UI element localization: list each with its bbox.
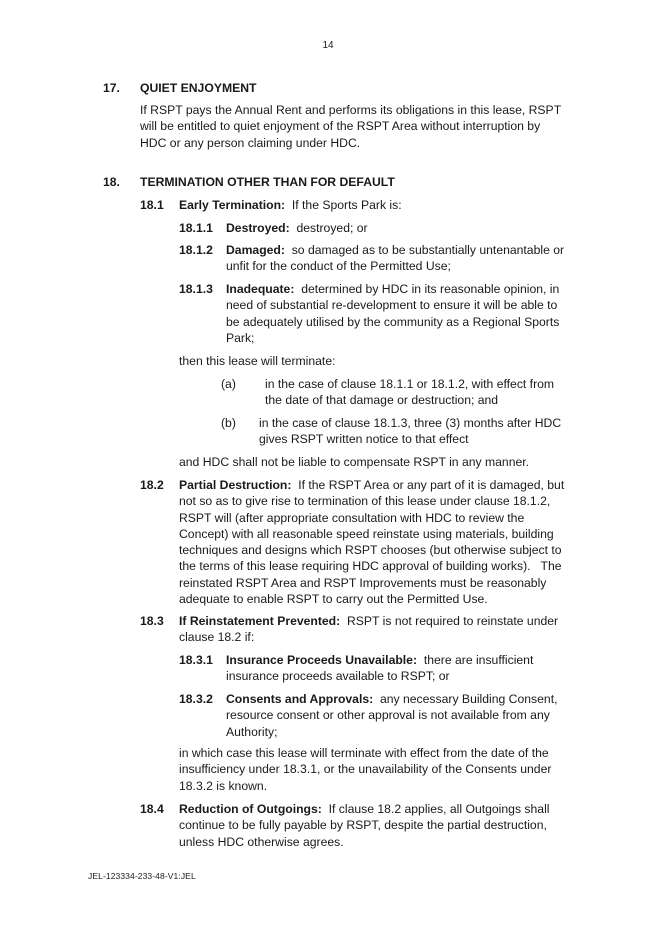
clause-18-3-number: 18.3	[140, 614, 164, 628]
clause-18-1-a-label: (a)	[221, 377, 236, 391]
clause-18-3-1-body: there are insufficient insurance proceeds available to RSPT; or	[226, 653, 534, 684]
section-17-number: 17.	[103, 81, 120, 95]
section-18-title: TERMINATION OTHER THAN FOR DEFAULT	[140, 175, 395, 189]
clause-18-1-3-body: determined by HDC in its reasonable opinion, in need of substantial re-development to ensure it will be able to be adequately utilised by the community as a Regional Sports Park;	[226, 282, 560, 345]
clause-18-4-body: If clause 18.2 applies, all Outgoings shall continue to be fully payable by RSPT, despite the partial destruction, unless HDC otherwise agrees.	[179, 802, 550, 849]
clause-18-1-3-heading: Inadequate:	[226, 282, 295, 296]
clause-18-2-text	[179, 477, 567, 607]
clause-18-1-2-heading: Damaged:	[226, 243, 285, 257]
clause-18-1-1-number: 18.1.1	[179, 221, 213, 235]
clause-18-3-2-heading: Consents and Approvals:	[226, 692, 374, 706]
clause-18-1-tail: and HDC shall not be liable to compensate RSPT in any manner.	[179, 455, 530, 469]
clause-18-1-1-text	[226, 220, 566, 236]
clause-18-3-1-number: 18.3.1	[179, 653, 213, 667]
clause-18-1-2-number: 18.1.2	[179, 243, 213, 257]
clause-18-1-heading: Early Termination:	[179, 198, 286, 212]
clause-18-1-2-text	[226, 242, 568, 275]
clause-18-1-b-text: in the case of clause 18.1.3, three (3) months after HDC gives RSPT written notice to that effect	[259, 416, 562, 447]
clause-18-4-heading: Reduction of Outgoings:	[179, 802, 322, 816]
clause-18-1-body: If the Sports Park is:	[291, 198, 402, 212]
clause-18-3-2-body: any necessary Building Consent, resource consent or other approval is not available from any Authority;	[226, 692, 558, 739]
document-reference-footer: JEL-123334-233-48-V1:JEL	[88, 871, 196, 881]
clause-18-3-text	[179, 613, 567, 646]
clause-18-1-then: then this lease will terminate:	[179, 354, 336, 368]
section-17-body: If RSPT pays the Annual Rent and performs its obligations in this lease, RSPT will be entitled to quiet enjoyment of the RSPT Area without interruption by HDC or any person claiming under HDC.	[140, 103, 561, 150]
clause-18-3-heading: If Reinstatement Prevented:	[179, 614, 341, 628]
clause-18-1-number: 18.1	[140, 198, 164, 212]
clause-18-1-1-body: destroyed; or	[296, 221, 368, 235]
clause-18-3-2-number: 18.3.2	[179, 692, 213, 706]
clause-18-2-body: If the RSPT Area or any part of it is damaged, but not so as to give rise to termination of this lease under clause 18.1.2, RSPT will (after appropriate consultation with HDC to review the Concept) with all reasonable speed reinstate using materials, building techniques and designs which RSPT chooses (but otherwise subject to the terms of this lease requiring HDC approval of building works). The reinstated RSPT Area and RSPT Improvements must be reasonably adequate to enable RSPT to carry out the Permitted Use.	[179, 478, 568, 607]
clause-18-1-a-text: in the case of clause 18.1.1 or 18.1.2, with effect from the date of that damage or destruction; and	[265, 377, 555, 408]
clause-18-1-1-heading: Destroyed:	[226, 221, 290, 235]
clause-18-3-1-heading: Insurance Proceeds Unavailable:	[226, 653, 418, 667]
clause-18-1-3-number: 18.1.3	[179, 282, 213, 296]
page-number: 14	[322, 40, 334, 51]
clause-18-1-text	[179, 197, 569, 213]
clause-18-3-2-text	[226, 691, 570, 740]
clause-18-1-b-label: (b)	[221, 416, 236, 430]
clause-18-3-1-text	[226, 652, 556, 685]
clause-18-1-2-body: so damaged as to be substantially untenantable or unfit for the conduct of the Permitted Use;	[226, 243, 565, 274]
clause-18-4-text	[179, 801, 559, 850]
clause-18-1-3-text	[226, 281, 568, 346]
section-18-number: 18.	[103, 175, 120, 189]
clause-18-2-number: 18.2	[140, 478, 164, 492]
clause-18-2-heading: Partial Destruction:	[179, 478, 292, 492]
section-17-title: QUIET ENJOYMENT	[140, 81, 257, 95]
clause-18-4-number: 18.4	[140, 802, 164, 816]
clause-18-3-tail: in which case this lease will terminate with effect from the date of the insufficiency under 18.3.1, or the unavailability of the Consents under 18.3.2 is known.	[179, 746, 552, 793]
clause-18-3-body: RSPT is not required to reinstate under clause 18.2 if:	[179, 614, 559, 645]
